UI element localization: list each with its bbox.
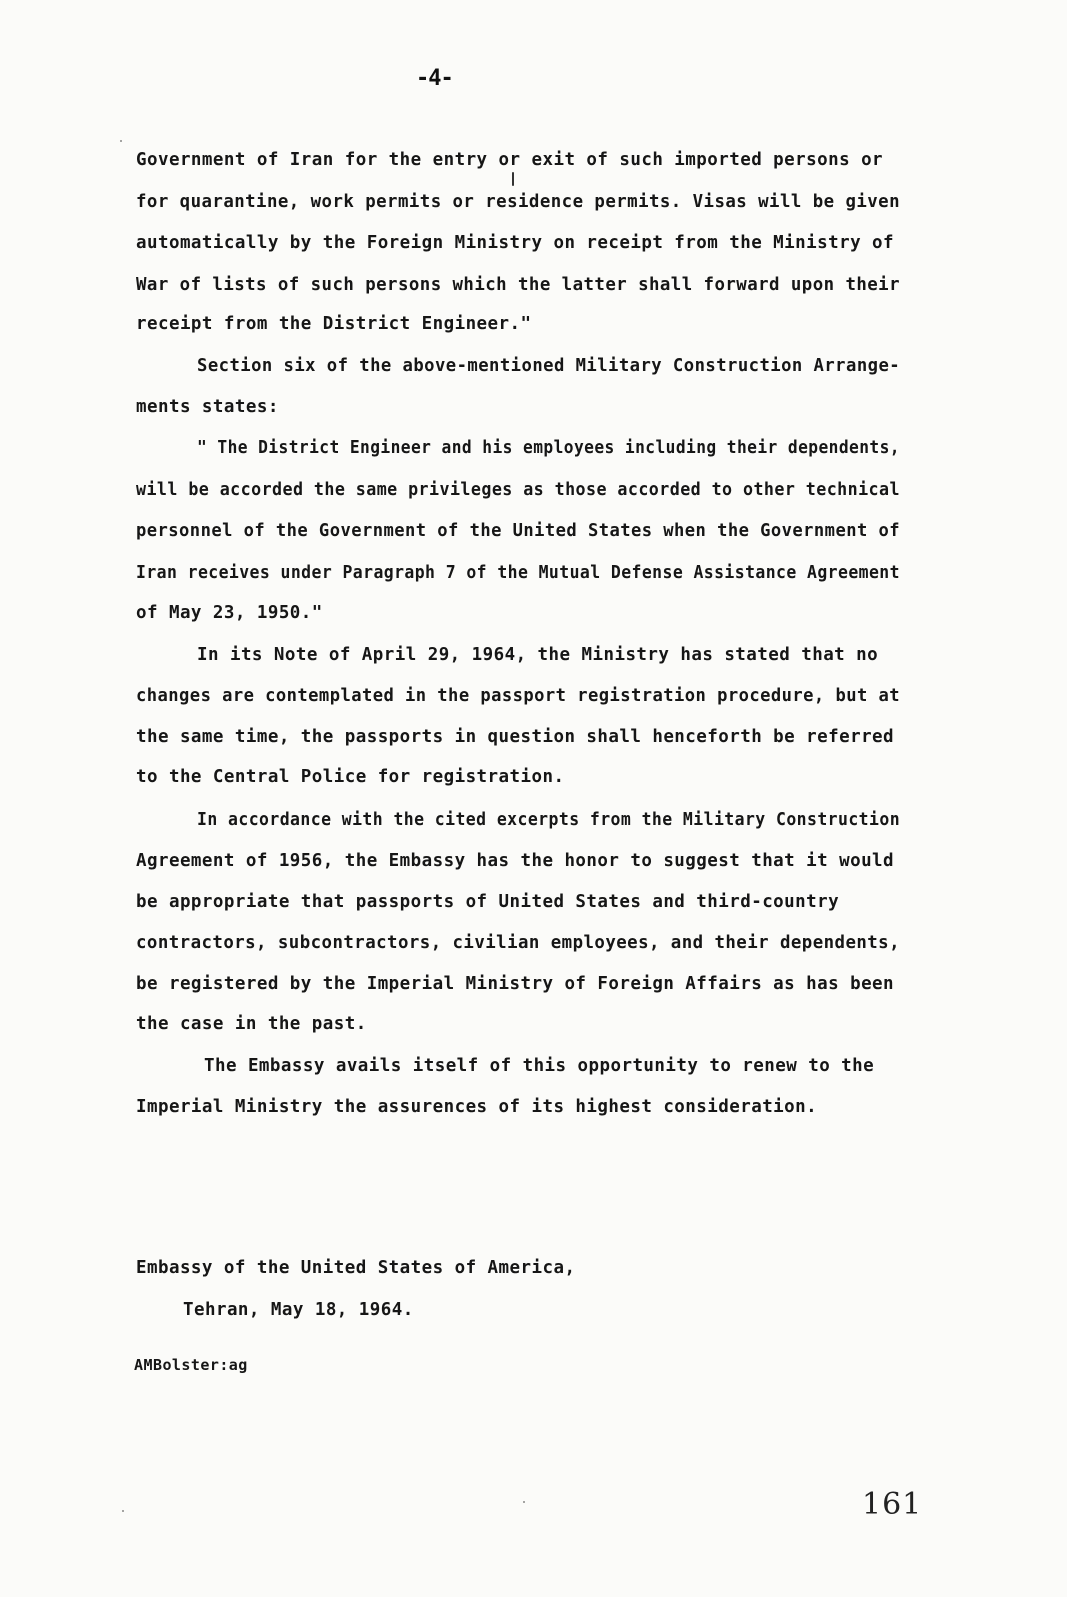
body-line: to the Central Police for registration. xyxy=(136,767,565,787)
quote-line: Iran receives under Paragraph 7 of the Mutual Defense Assistance Agreement xyxy=(136,563,900,583)
scan-speck xyxy=(120,140,122,142)
body-line: Section six of the above-mentioned Military Construction Arrange- xyxy=(197,356,901,376)
quote-line: will be accorded the same privileges as those accorded to other technical xyxy=(136,480,900,500)
scan-speck xyxy=(122,1510,124,1512)
body-line: the case in the past. xyxy=(136,1014,367,1034)
body-line: receipt from the District Engineer." xyxy=(136,314,532,334)
body-line: the same time, the passports in question shall henceforth be referred xyxy=(136,727,895,747)
quote-line: personnel of the Government of the United States when the Government of xyxy=(136,521,901,541)
page-number-marker: -4- xyxy=(416,66,453,91)
body-line: Government of Iran for the entry or exit of such imported persons or xyxy=(136,150,884,170)
body-line: War of lists of such persons which the latter shall forward upon their xyxy=(136,275,901,295)
place-date-line: Tehran, May 18, 1964. xyxy=(183,1300,414,1320)
reference-initials: AMBolster:ag xyxy=(134,1356,248,1374)
body-line: for quarantine, work permits or residence permits. Visas will be given xyxy=(136,192,901,212)
quote-line: " The District Engineer and his employees including their dependents, xyxy=(197,438,900,458)
closing-line: Imperial Ministry the assurences of its highest consideration. xyxy=(136,1097,818,1117)
body-line: changes are contemplated in the passport registration procedure, but at xyxy=(136,686,901,706)
closing-line: The Embassy avails itself of this opportunity to renew to the xyxy=(204,1056,875,1076)
scan-speck xyxy=(523,1501,525,1503)
body-line: In its Note of April 29, 1964, the Ministry has stated that no xyxy=(197,645,879,665)
body-line: Agreement of 1956, the Embassy has the honor to suggest that it would xyxy=(136,851,895,871)
body-line: contractors, subcontractors, civilian employees, and their dependents, xyxy=(136,933,901,953)
embassy-signature-line: Embassy of the United States of America, xyxy=(136,1258,576,1278)
body-line: automatically by the Foreign Ministry on receipt from the Ministry of xyxy=(136,233,895,253)
scan-speck xyxy=(512,172,514,186)
body-line: be registered by the Imperial Ministry of Foreign Affairs as has been xyxy=(136,974,895,994)
quote-line: of May 23, 1950." xyxy=(136,603,323,623)
body-line: be appropriate that passports of United States and third-country xyxy=(136,892,840,912)
body-line: ments states: xyxy=(136,397,279,417)
page-folio-number: 161 xyxy=(862,1487,923,1522)
body-line: In accordance with the cited excerpts from the Military Construction xyxy=(197,810,901,830)
